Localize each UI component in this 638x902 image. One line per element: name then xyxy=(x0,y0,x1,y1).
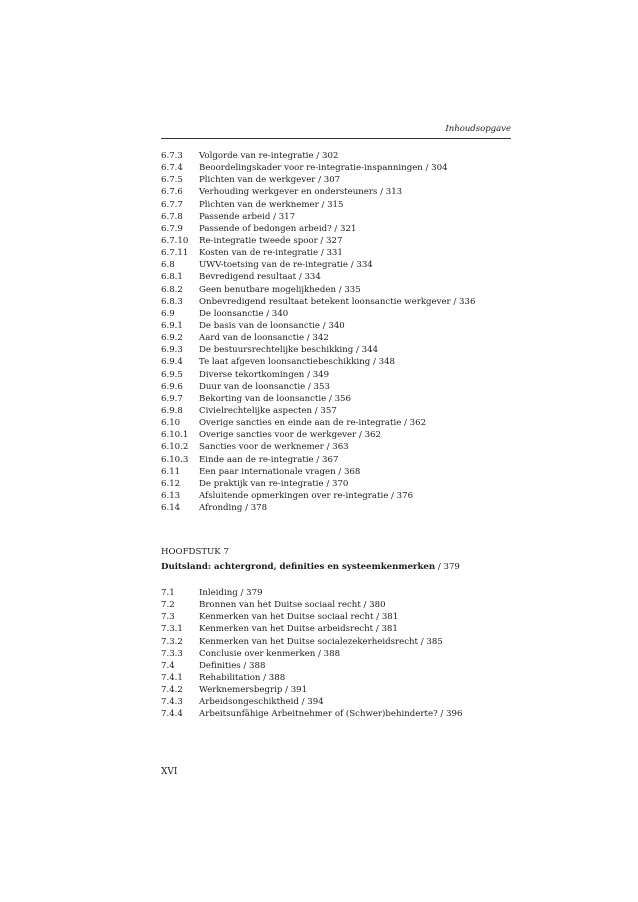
toc-entry-number: 6.10 xyxy=(161,418,181,429)
toc-entry xyxy=(161,211,521,223)
toc-entry-title: Overige sancties voor de werkgever / 362 xyxy=(199,430,381,441)
toc-entry xyxy=(161,502,521,514)
toc-entry-title: Geen benutbare mogelijkheden / 335 xyxy=(199,284,361,295)
toc-entry-title: Aard van de loonsanctie / 342 xyxy=(199,333,329,344)
toc-entry xyxy=(161,636,521,648)
toc-entry-number: 6.9.2 xyxy=(161,333,183,344)
toc-entry-number: 6.8.1 xyxy=(161,272,183,283)
toc-entry-number: 6.7.7 xyxy=(161,199,183,210)
toc-entry xyxy=(161,271,521,283)
chapter-label: HOOFDSTUK 7 xyxy=(161,547,229,557)
toc-entry xyxy=(161,405,521,417)
toc-entry-number: 6.7.6 xyxy=(161,187,183,198)
toc-entry-number: 7.4.4 xyxy=(161,709,183,720)
toc-entry xyxy=(161,308,521,320)
toc-entry xyxy=(161,369,521,381)
toc-entry-number: 7.1 xyxy=(161,588,175,598)
toc-entry xyxy=(161,623,521,635)
toc-entry-number: 6.8.2 xyxy=(161,284,183,295)
toc-entry xyxy=(161,441,521,453)
toc-entry xyxy=(161,150,521,162)
toc-entry-title: Conclusie over kenmerken / 388 xyxy=(199,648,341,659)
toc-entry-number: 6.12 xyxy=(161,478,181,489)
toc-entry-number: 7.3.3 xyxy=(161,648,183,659)
toc-entry xyxy=(161,660,521,672)
header-rule xyxy=(161,138,511,139)
toc-entry-title: Plichten van de werkgever / 307 xyxy=(199,175,341,186)
toc-entry-number: 6.9.8 xyxy=(161,405,183,416)
toc-entry-number: 6.7.5 xyxy=(161,175,183,186)
toc-entry xyxy=(161,417,521,429)
toc-entry-title: De loonsanctie / 340 xyxy=(199,308,289,319)
toc-entry xyxy=(161,611,521,623)
toc-entry-title: Re-integratie tweede spoor / 327 xyxy=(199,235,343,246)
toc-entry-number: 7.3.2 xyxy=(161,636,183,647)
toc-entry xyxy=(161,490,521,502)
chapter-page: / 379 xyxy=(435,562,460,572)
toc-entry-title: Overige sancties en einde aan de re-integratie / 362 xyxy=(199,418,427,429)
toc-entry xyxy=(161,284,521,296)
toc-entry-title: Kenmerken van het Duitse arbeidsrecht / 381 xyxy=(199,624,398,635)
toc-entry xyxy=(161,466,521,478)
toc-entry-title: Afronding / 378 xyxy=(199,503,268,514)
toc-entry-number: 6.7.9 xyxy=(161,223,183,234)
toc-entry xyxy=(161,235,521,247)
toc-entry-number: 7.2 xyxy=(161,600,175,611)
toc-entry xyxy=(161,381,521,393)
toc-entry-title: Afsluitende opmerkingen over re-integratie / 376 xyxy=(199,490,414,501)
toc-entry-title: UWV-toetsing van de re-integratie / 334 xyxy=(199,260,373,271)
toc-entry-number: 6.10.1 xyxy=(161,430,189,441)
toc-entry-number: 6.8.3 xyxy=(161,296,183,307)
toc-entry-title: Rehabilitation / 388 xyxy=(199,672,286,683)
toc-list-section-7 xyxy=(161,587,521,721)
toc-entry-title: Arbeitsunfähige Arbeitnehmer of (Schwer)behinderte? / 396 xyxy=(199,709,463,720)
toc-entry-number: 7.3 xyxy=(161,612,175,623)
toc-entry-title: Einde aan de re-integratie / 367 xyxy=(199,454,339,465)
toc-entry-title: Kenmerken van het Duitse socialezekerheidsrecht / 385 xyxy=(199,636,443,647)
toc-entry-title: Arbeidsongeschiktheid / 394 xyxy=(199,697,324,708)
toc-entry xyxy=(161,186,521,198)
toc-entry xyxy=(161,247,521,259)
toc-entry-title: Bekorting van de loonsanctie / 356 xyxy=(199,393,351,404)
toc-entry-number: 6.7.11 xyxy=(161,248,189,259)
toc-entry xyxy=(161,708,521,720)
toc-entry xyxy=(161,393,521,405)
toc-entry-title: Inleiding / 379 xyxy=(199,588,263,598)
toc-entry-number: 6.9.1 xyxy=(161,320,183,331)
toc-entry-number: 6.9 xyxy=(161,308,175,319)
toc-entry xyxy=(161,454,521,466)
toc-entry-number: 6.7.8 xyxy=(161,211,183,222)
toc-entry-number: 6.8 xyxy=(161,260,175,271)
toc-entry-title: Kosten van de re-integratie / 331 xyxy=(199,248,343,259)
toc-entry xyxy=(161,696,521,708)
toc-entry-number: 6.9.6 xyxy=(161,381,183,392)
toc-entry xyxy=(161,587,521,599)
toc-entry-title: Civielrechtelijke aspecten / 357 xyxy=(199,405,337,416)
toc-entry xyxy=(161,332,521,344)
toc-entry-number: 6.7.3 xyxy=(161,151,183,161)
toc-entry-title: Bronnen van het Duitse sociaal recht / 380 xyxy=(199,600,386,611)
toc-entry-number: 6.9.3 xyxy=(161,345,183,356)
toc-entry xyxy=(161,320,521,332)
toc-entry-title: Te laat afgeven loonsanctiebeschikking / 348 xyxy=(199,357,396,368)
toc-entry-title: De bestuursrechtelijke beschikking / 344 xyxy=(199,345,379,356)
toc-entry-title: De praktijk van re-integratie / 370 xyxy=(199,478,349,489)
toc-entry-title: Duur van de loonsanctie / 353 xyxy=(199,381,330,392)
toc-entry xyxy=(161,648,521,660)
toc-entry-number: 6.10.3 xyxy=(161,454,189,465)
toc-entry-number: 6.9.4 xyxy=(161,357,183,368)
toc-entry-title: Plichten van de werknemer / 315 xyxy=(199,199,344,210)
toc-entry xyxy=(161,199,521,211)
toc-entry-number: 6.11 xyxy=(161,466,181,477)
toc-entry-number: 6.9.7 xyxy=(161,393,183,404)
toc-entry xyxy=(161,259,521,271)
toc-entry xyxy=(161,174,521,186)
toc-entry-title: Onbevredigend resultaat betekent loonsanctie werkgever / 336 xyxy=(199,296,476,307)
toc-entry xyxy=(161,296,521,308)
toc-entry-title: Passende of bedongen arbeid? / 321 xyxy=(199,223,357,234)
toc-entry xyxy=(161,162,521,174)
toc-entry-number: 6.14 xyxy=(161,503,181,514)
toc-entry-title: De basis van de loonsanctie / 340 xyxy=(199,320,345,331)
toc-entry-number: 6.7.10 xyxy=(161,235,189,246)
running-header-title: Inhoudsopgave xyxy=(445,124,511,134)
toc-entry xyxy=(161,344,521,356)
toc-entry-number: 7.4.2 xyxy=(161,685,183,696)
toc-entry-title: Bevredigend resultaat / 334 xyxy=(199,272,321,283)
toc-entry-number: 6.7.4 xyxy=(161,163,183,174)
toc-entry xyxy=(161,223,521,235)
toc-entry xyxy=(161,599,521,611)
toc-entry-number: 6.9.5 xyxy=(161,369,183,380)
toc-entry-title: Kenmerken van het Duitse sociaal recht / 381 xyxy=(199,612,399,623)
toc-entry-title: Sancties voor de werknemer / 363 xyxy=(199,442,349,453)
toc-entry-title: Passende arbeid / 317 xyxy=(199,211,296,222)
toc-entry-title: Beoordelingskader voor re-integratie-inspanningen / 304 xyxy=(199,163,448,174)
toc-entry-title: Werknemersbegrip / 391 xyxy=(199,685,308,696)
toc-entry-title: Diverse tekortkomingen / 349 xyxy=(199,369,330,380)
toc-entry-number: 7.4.1 xyxy=(161,672,183,683)
toc-entry-number: 7.4 xyxy=(161,660,175,671)
chapter-heading xyxy=(161,561,460,573)
toc-entry-number: 6.13 xyxy=(161,490,181,501)
toc-entry xyxy=(161,356,521,368)
toc-entry-title: Verhouding werkgever en ondersteuners / 313 xyxy=(199,187,403,198)
toc-entry xyxy=(161,672,521,684)
chapter-title: Duitsland: achtergrond, definities en systeemkenmerken xyxy=(161,562,436,572)
toc-entry-number: 7.3.1 xyxy=(161,624,183,635)
toc-entry xyxy=(161,684,521,696)
toc-entry-number: 6.10.2 xyxy=(161,442,189,453)
toc-entry xyxy=(161,429,521,441)
page-number: XVI xyxy=(161,767,178,777)
toc-entry-number: 7.4.3 xyxy=(161,697,183,708)
toc-entry-title: Volgorde van re-integratie / 302 xyxy=(199,151,339,161)
toc-entry-title: Een paar internationale vragen / 368 xyxy=(199,466,361,477)
toc-entry-title: Definities / 388 xyxy=(199,660,266,671)
toc-entry xyxy=(161,478,521,490)
toc-list-section-6 xyxy=(161,150,521,514)
